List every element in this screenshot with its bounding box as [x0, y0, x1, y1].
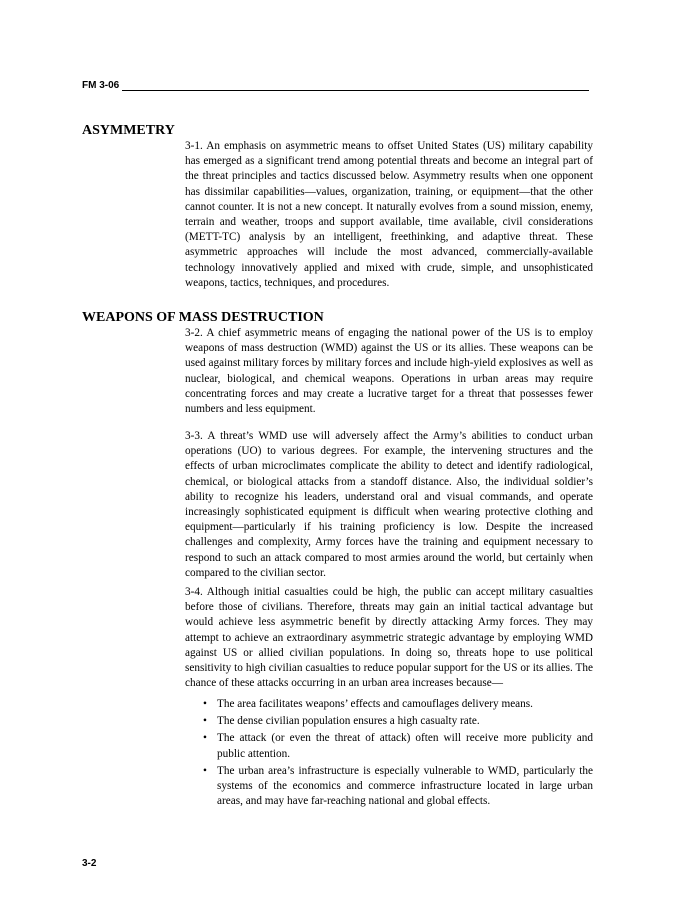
header-rule [122, 90, 589, 91]
list-item: • The attack (or even the threat of attack) often will receive more publicity and public attention. [200, 731, 593, 761]
paragraph-3-3: 3-3. A threat’s WMD use will adversely affect the Army’s abilities to conduct urban operations (UO) to various degrees. For example, the intervening structures and the effects of urban microclimates complicate the ability to detect and identify radiological, chemical, or biological attacks from a standoff distance. Also, the individual soldier’s ability to recognize his leaders, understand oral and visual commands, and operate increasingly sophisticated equipment is difficult when wearing protective clothing and equipment—particularly if his training proficiency is low. Despite the increased challenges and complexity, Army forces have the training and equipment necessary to respond to such an attack compared to most armies around the world, but certainly when compared to the civilian sector. [185, 430, 593, 579]
list-item: • The area facilitates weapons’ effects and camouflages delivery means. [200, 697, 593, 712]
section-heading-wmd: WEAPONS OF MASS DESTRUCTION [82, 310, 324, 325]
running-header [82, 80, 589, 94]
bullet-list [200, 697, 593, 811]
paragraph-3-1: 3-1. An emphasis on asymmetric means to offset United States (US) military capability has emerged as a significant trend among potential threats and become an integral part of the threat principles and tactics discussed below. Asymmetry results when one opponent has dissimilar capabilities—values, organization, training, or equipment—that the other cannot counter. It is not a new concept. It naturally evolves from a sound mission, enemy, terrain and weather, troops and support available, time available, civil considerations (METT-TC) analysis by an intelligent, freethinking, and adaptive threat. These asymmetric approaches will include the most advanced, commercially-available technology innovatively applied and mixed with crude, simple, and unsophisticated weapons, tactics, techniques, and procedures. [185, 140, 593, 289]
page-number: 3-2 [82, 858, 97, 869]
list-item: • The dense civilian population ensures a high casualty rate. [200, 714, 593, 729]
paragraph-3-4: 3-4. Although initial casualties could be high, the public can accept military casualties before those of civilians. Therefore, threats may gain an initial tactical advantage but would achieve less asymmetric benefit by directly attacking Army forces. They may attempt to achieve an extraordinary asymmetric strategic advantage by employing WMD against US or allied civilian populations. In doing so, threats hope to use political sensitivity to high civilian casualties to reduce popular support for the US or its allies. The chance of these attacks occurring in an urban area increases because— [185, 586, 593, 690]
manual-number: FM 3-06 [82, 80, 120, 91]
section-heading-asymmetry: ASYMMETRY [82, 123, 175, 138]
list-item: • The urban area’s infrastructure is especially vulnerable to WMD, particularly the systems of the economics and commerce infrastructure located in large urban areas, and may have far-reaching national and global effects. [200, 764, 593, 810]
paragraph-3-2: 3-2. A chief asymmetric means of engaging the national power of the US is to employ weapons of mass destruction (WMD) against the US or its allies. These weapons can be used against military forces by military forces and include high-yield explosives as well as nuclear, biological, and chemical weapons. Operations in urban areas may require concentrating forces and may create a lucrative target for a threat that possesses fewer numbers and less equipment. [185, 327, 593, 416]
